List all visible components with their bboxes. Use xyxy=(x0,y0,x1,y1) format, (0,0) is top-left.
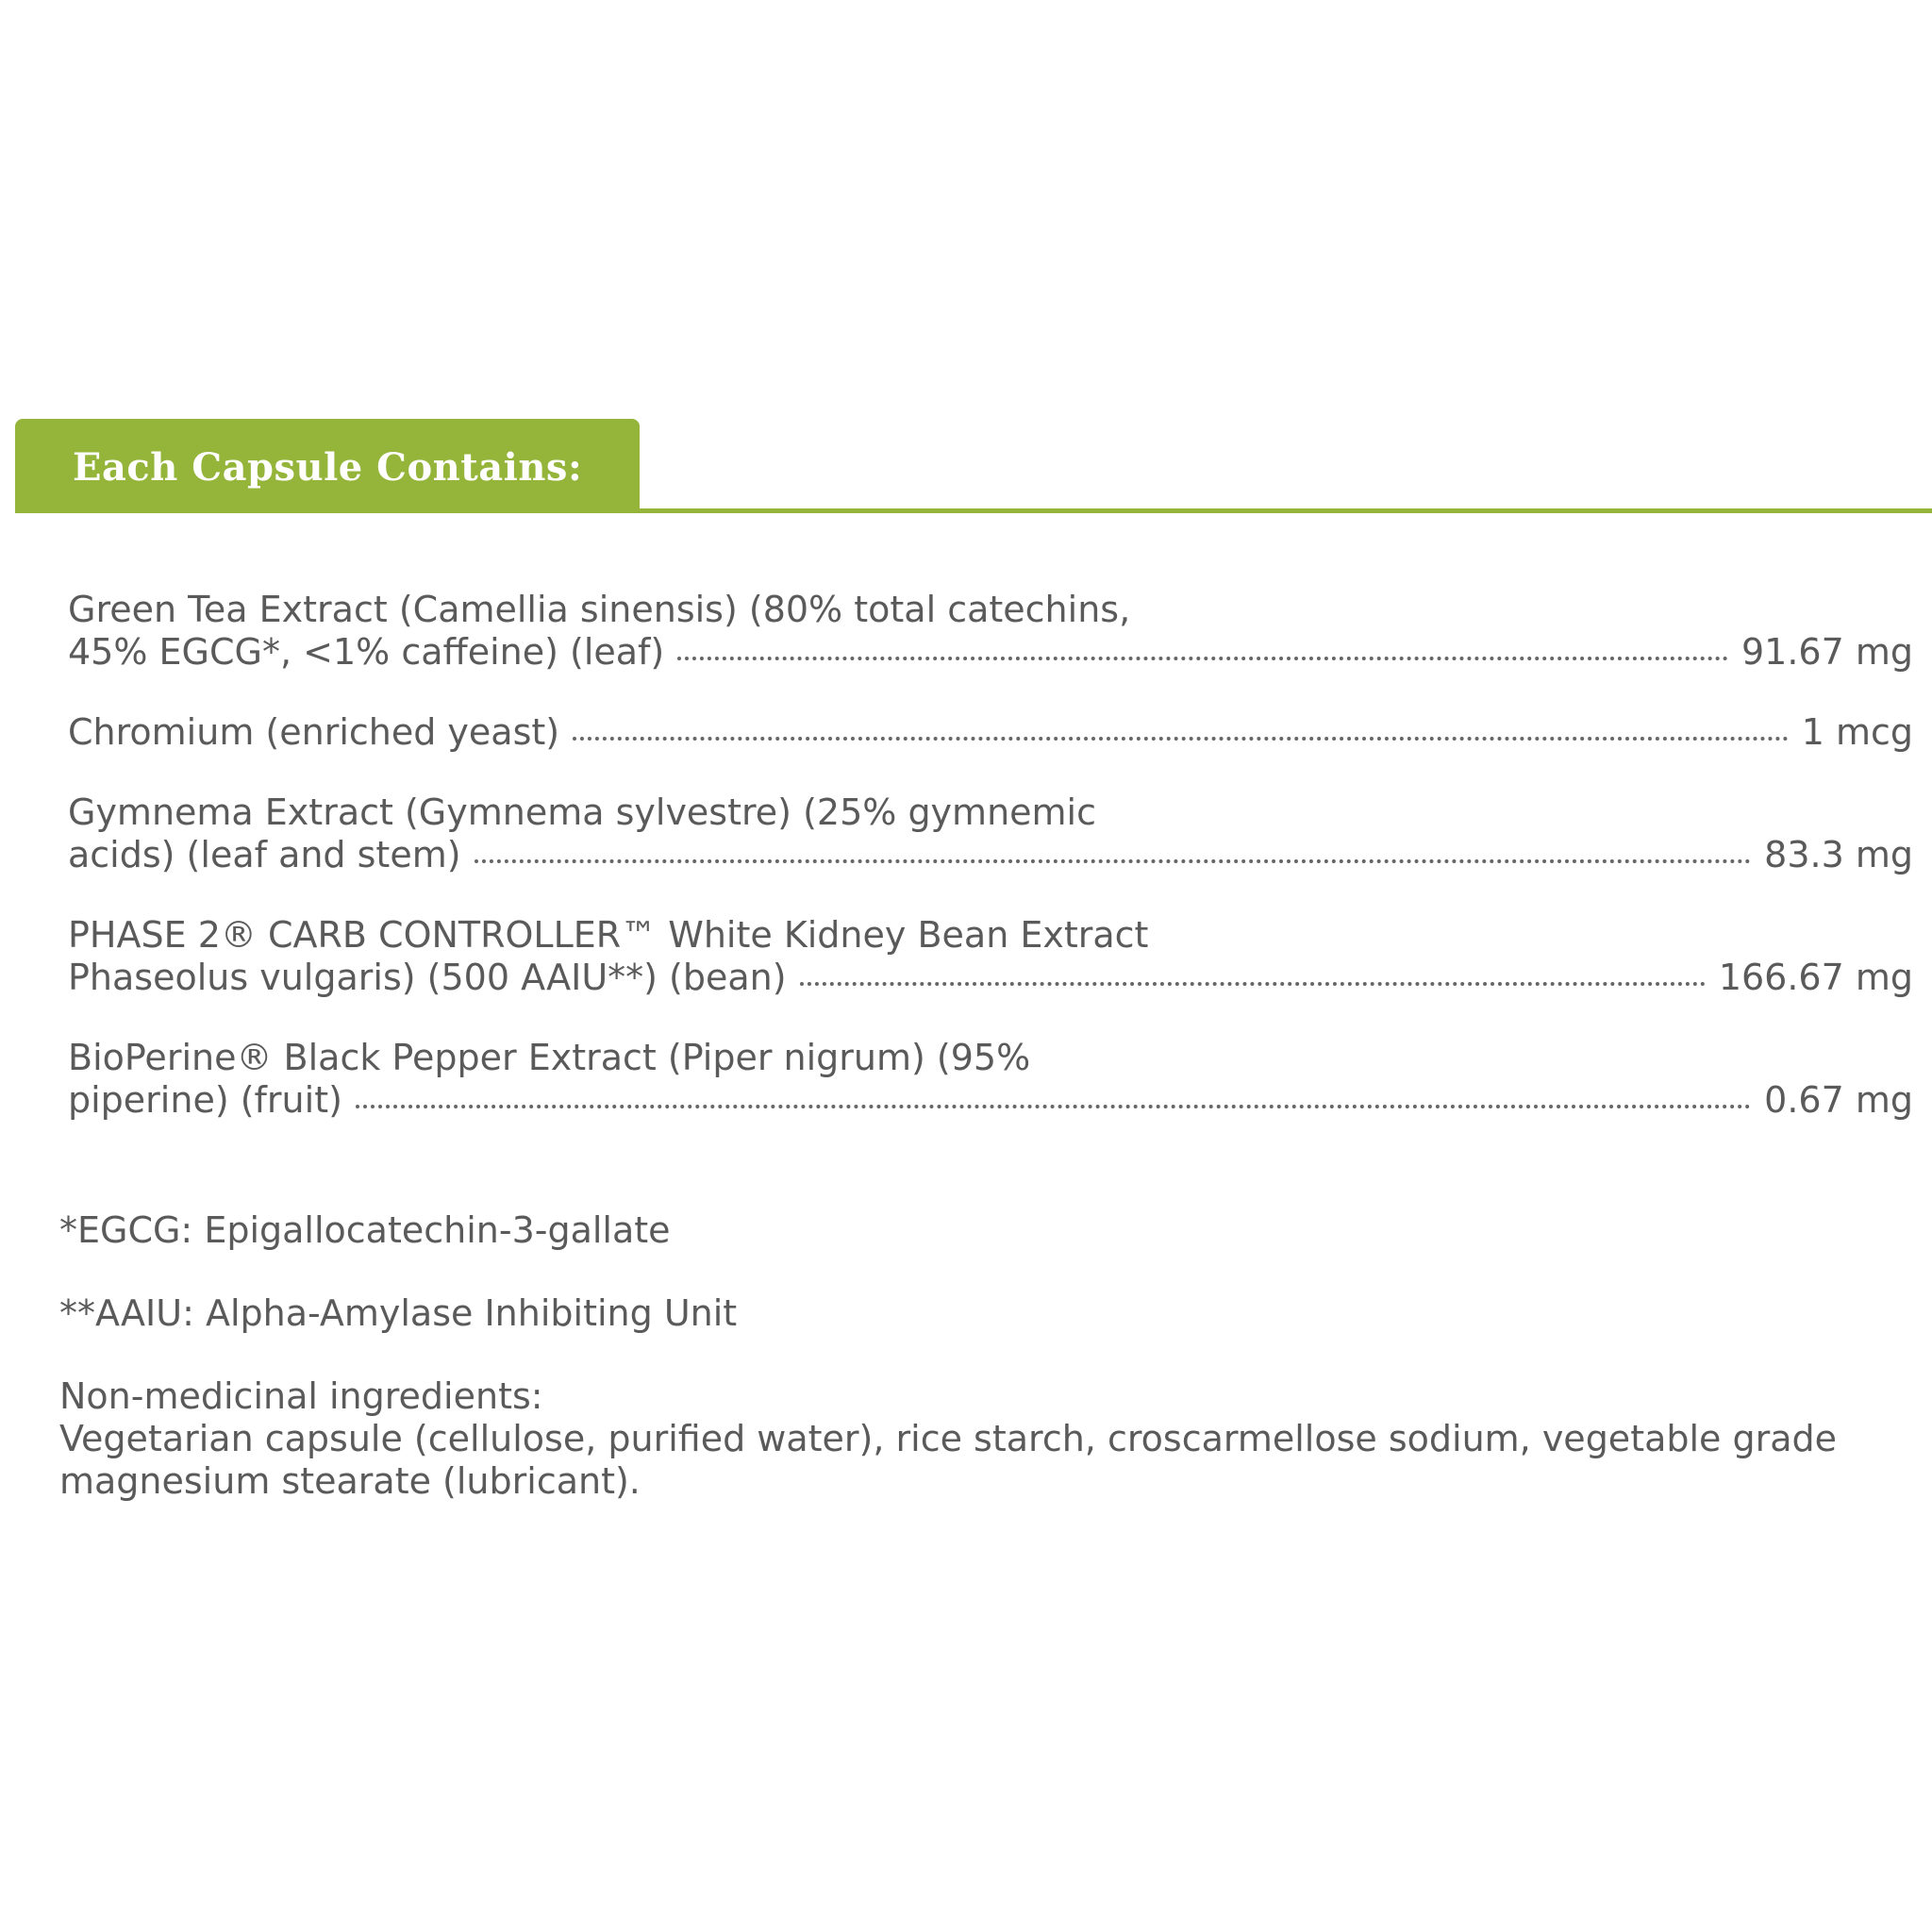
dot-leader xyxy=(356,1105,1751,1108)
footnotes xyxy=(59,1209,1908,1503)
ingredient-white-kidney-bean xyxy=(68,914,1913,999)
ingredient-amount: 0.67 mg xyxy=(1764,1079,1913,1121)
section-title: Each Capsule Contains: xyxy=(73,445,583,490)
ingredient-amount: 1 mcg xyxy=(1801,711,1913,753)
non-medicinal-heading: Non-medicinal ingredients: xyxy=(59,1375,543,1417)
non-medicinal-text: Vegetarian capsule (cellulose, purified water), rice starch, croscarmellose sodium, vegetable grade magnesium stearate (lubricant). xyxy=(59,1418,1838,1502)
ingredient-amount: 166.67 mg xyxy=(1718,957,1913,998)
ingredient-name: Chromium (enriched yeast) xyxy=(68,711,560,753)
ingredient-amount: 83.3 mg xyxy=(1764,834,1913,875)
ingredient-name-line2: acids) (leaf and stem) xyxy=(68,834,461,875)
header-divider xyxy=(15,508,1932,513)
ingredient-bioperine xyxy=(68,1037,1913,1122)
ingredient-name-line1: BioPerine® Black Pepper Extract (Piper nigrum) (95% xyxy=(68,1037,1031,1078)
dot-leader xyxy=(475,859,1752,863)
ingredient-list xyxy=(68,589,1913,1159)
ingredient-gymnema xyxy=(68,791,1913,876)
ingredient-chromium xyxy=(68,711,1913,754)
ingredient-name-line1: PHASE 2® CARB CONTROLLER™ White Kidney Bean Extract xyxy=(68,914,1149,956)
ingredient-name-line1: Green Tea Extract (Camellia sinensis) (80% total catechins, xyxy=(68,589,1131,630)
ingredient-amount: 91.67 mg xyxy=(1740,631,1913,673)
ingredient-name-line2: 45% EGCG*, <1% caffeine) (leaf) xyxy=(68,631,665,673)
ingredient-name-line2: piperine) (fruit) xyxy=(68,1079,342,1121)
ingredient-green-tea xyxy=(68,589,1913,674)
ingredient-name-line1: Gymnema Extract (Gymnema sylvestre) (25% gymnemic xyxy=(68,791,1096,833)
footnote-aaiu: **AAIU: Alpha-Amylase Inhibiting Unit xyxy=(59,1292,738,1334)
section-header-tab xyxy=(15,419,640,512)
dot-leader xyxy=(800,982,1706,986)
dot-leader xyxy=(677,657,1728,660)
dot-leader xyxy=(573,737,1789,741)
ingredient-name-line2: Phaseolus vulgaris) (500 AAIU**) (bean) xyxy=(68,957,787,998)
footnote-egcg: *EGCG: Epigallocatechin-3-gallate xyxy=(59,1209,671,1251)
